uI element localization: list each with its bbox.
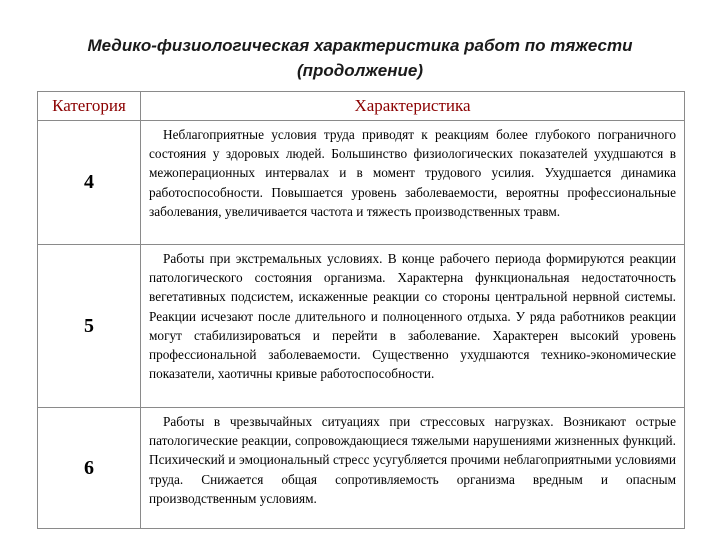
slide-title: [0, 33, 720, 83]
row-description: Работы при экстремальных условиях. В конце рабочего периода формируются реакции патологического состояния организма. Характерна функциональная недостаточность вегетативных подсистем, искаженные реакции со стороны центральной нервной системы. Реакции исчезают после длительного и полноценного отдыха. У ряда работников реакции могут стабилизироваться и перейти в заболевание. Характерен высокий уровень профессиональной заболеваемости. Существенно ухудшаются технико-экономические показатели, хаотичны кривые работоспособности.: [149, 251, 676, 382]
category-number: 5: [84, 314, 94, 337]
row-description: Работы в чрезвычайных ситуациях при стрессовых нагрузках. Возникают острые патологические реакции, сопровождающиеся тяжелыми нарушениями жизненных функций. Психический и эмоциональный стресс усугубляется прочими неблагоприятными условиями труда. Снижается общая сопротивляемость организма вредным и опасным производственным условиям.: [149, 414, 676, 506]
table-header-row: [38, 92, 684, 121]
characteristics-table: [37, 91, 685, 529]
table-row: [38, 121, 684, 245]
category-number: 6: [84, 456, 94, 479]
slide-title-line2: (продолжение): [296, 61, 424, 80]
category-number: 4: [84, 171, 94, 193]
row-description: Неблагоприятные условия труда приводят к реакциям более глубокого пограничного состояния у здоровых людей. Большинство физиологических показателей ухудшаются в межоперационных интервалах и в момент трудового усилия. Ухудшается динамика работоспособности. Повышается уровень заболеваемости, вероятны профессиональные заболевания, увеличивается частота и тяжесть производственных травм.: [149, 127, 676, 219]
table-row: [38, 408, 684, 528]
table-row: [38, 245, 684, 408]
header-description: Характеристика: [354, 96, 471, 115]
header-category: Категория: [38, 92, 141, 120]
slide-title-line1: Медико-физиологическая характеристика работ по тяжести: [87, 36, 633, 55]
